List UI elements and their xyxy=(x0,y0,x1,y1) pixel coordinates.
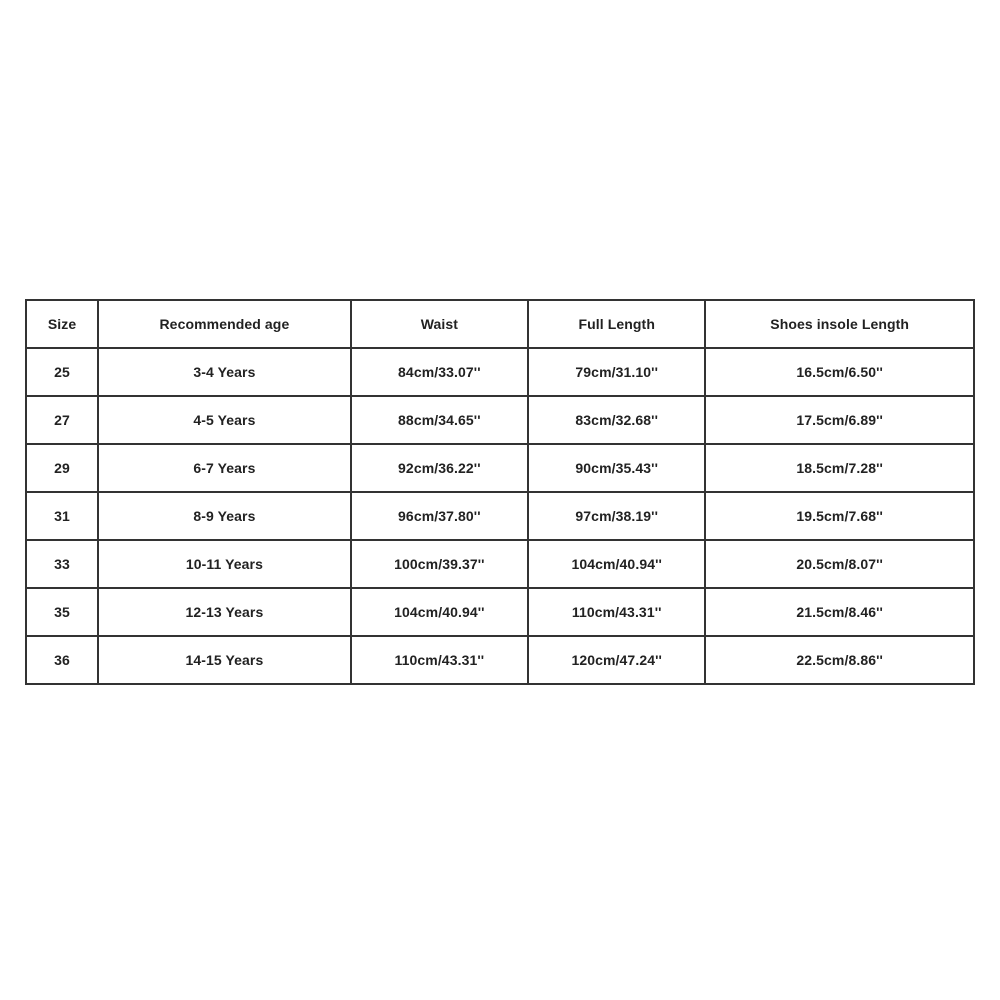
cell-size: 31 xyxy=(26,492,98,540)
cell-shoes-insole-length: 21.5cm/8.46'' xyxy=(705,588,974,636)
cell-size: 25 xyxy=(26,348,98,396)
table-row xyxy=(26,492,974,540)
cell-recommended-age: 3-4 Years xyxy=(98,348,351,396)
cell-size: 29 xyxy=(26,444,98,492)
cell-waist: 88cm/34.65'' xyxy=(351,396,528,444)
cell-shoes-insole-length: 16.5cm/6.50'' xyxy=(705,348,974,396)
cell-shoes-insole-length: 20.5cm/8.07'' xyxy=(705,540,974,588)
cell-full-length: 104cm/40.94'' xyxy=(528,540,705,588)
table-row xyxy=(26,588,974,636)
table-header-row xyxy=(26,300,974,348)
table-row xyxy=(26,444,974,492)
size-chart-table xyxy=(25,299,975,685)
cell-recommended-age: 10-11 Years xyxy=(98,540,351,588)
cell-waist: 84cm/33.07'' xyxy=(351,348,528,396)
cell-shoes-insole-length: 22.5cm/8.86'' xyxy=(705,636,974,684)
cell-size: 27 xyxy=(26,396,98,444)
cell-recommended-age: 8-9 Years xyxy=(98,492,351,540)
cell-waist: 110cm/43.31'' xyxy=(351,636,528,684)
cell-shoes-insole-length: 19.5cm/7.68'' xyxy=(705,492,974,540)
cell-full-length: 120cm/47.24'' xyxy=(528,636,705,684)
header-recommended-age: Recommended age xyxy=(98,300,351,348)
cell-waist: 96cm/37.80'' xyxy=(351,492,528,540)
table-row xyxy=(26,348,974,396)
cell-recommended-age: 4-5 Years xyxy=(98,396,351,444)
header-size: Size xyxy=(26,300,98,348)
cell-recommended-age: 6-7 Years xyxy=(98,444,351,492)
cell-full-length: 97cm/38.19'' xyxy=(528,492,705,540)
cell-size: 35 xyxy=(26,588,98,636)
cell-size: 36 xyxy=(26,636,98,684)
table-row xyxy=(26,540,974,588)
cell-shoes-insole-length: 18.5cm/7.28'' xyxy=(705,444,974,492)
cell-full-length: 83cm/32.68'' xyxy=(528,396,705,444)
header-waist: Waist xyxy=(351,300,528,348)
header-full-length: Full Length xyxy=(528,300,705,348)
table-row xyxy=(26,396,974,444)
cell-recommended-age: 12-13 Years xyxy=(98,588,351,636)
cell-recommended-age: 14-15 Years xyxy=(98,636,351,684)
cell-shoes-insole-length: 17.5cm/6.89'' xyxy=(705,396,974,444)
cell-waist: 104cm/40.94'' xyxy=(351,588,528,636)
cell-size: 33 xyxy=(26,540,98,588)
cell-waist: 100cm/39.37'' xyxy=(351,540,528,588)
header-shoes-insole-length: Shoes insole Length xyxy=(705,300,974,348)
cell-full-length: 110cm/43.31'' xyxy=(528,588,705,636)
cell-waist: 92cm/36.22'' xyxy=(351,444,528,492)
table-row xyxy=(26,636,974,684)
cell-full-length: 90cm/35.43'' xyxy=(528,444,705,492)
cell-full-length: 79cm/31.10'' xyxy=(528,348,705,396)
